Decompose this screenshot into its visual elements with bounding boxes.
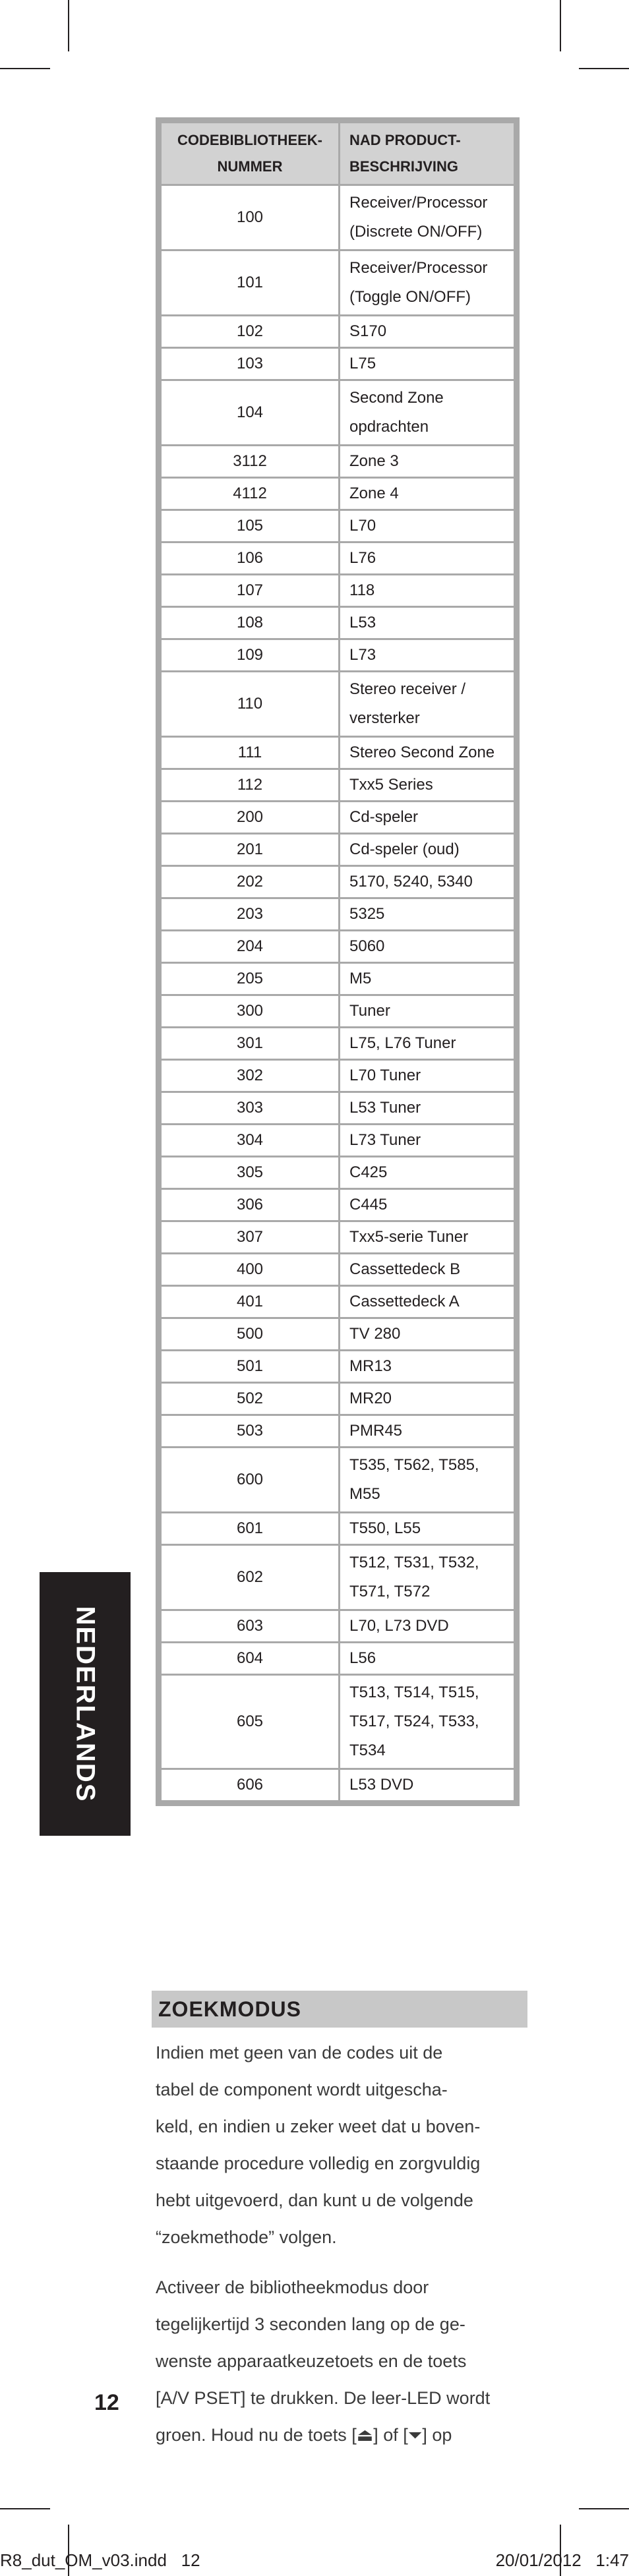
product-description-line: Stereo Second Zone <box>349 744 495 761</box>
table-row <box>159 478 517 510</box>
code-library-table <box>156 117 520 1806</box>
product-description-line: Cassettedeck A <box>349 1293 460 1310</box>
product-description-cell <box>340 737 517 769</box>
product-description-line: L75, L76 Tuner <box>349 1034 456 1052</box>
code-library-number-cell: 304 <box>159 1125 340 1157</box>
product-description-cell <box>340 931 517 963</box>
product-description-cell <box>340 607 517 639</box>
product-description-line: 5170, 5240, 5340 <box>349 873 473 891</box>
table-row <box>159 802 517 834</box>
code-library-number-cell: 306 <box>159 1189 340 1221</box>
product-description-cell <box>340 1610 517 1643</box>
product-description-line: Stereo receiver / <box>349 680 466 698</box>
paragraph-line: Activeer de bibliotheekmodus door <box>156 2277 429 2297</box>
table-row <box>159 639 517 672</box>
crop-mark-top-left <box>68 0 69 51</box>
product-description-cell <box>340 1675 517 1769</box>
code-library-number-cell: 104 <box>159 380 340 446</box>
table-row <box>159 607 517 639</box>
product-description-line: Tuner <box>349 1002 390 1020</box>
product-description-line: S170 <box>349 322 387 340</box>
product-description-cell <box>340 446 517 478</box>
table-header-row <box>159 121 517 185</box>
product-description-line: L76 <box>349 549 376 567</box>
product-description-line: TV 280 <box>349 1325 401 1343</box>
paragraph-line: tegelijkertijd 3 seconden lang op de ge- <box>156 2314 465 2334</box>
code-library-number-cell: 400 <box>159 1254 340 1286</box>
product-description-cell <box>340 898 517 931</box>
code-library-number-cell: 111 <box>159 737 340 769</box>
code-library-number-cell: 301 <box>159 1028 340 1060</box>
product-description-cell <box>340 1448 517 1513</box>
product-description-cell <box>340 1351 517 1383</box>
code-library-number-cell: 100 <box>159 185 340 250</box>
table-row <box>159 834 517 866</box>
product-description-cell <box>340 1125 517 1157</box>
product-description-cell <box>340 1643 517 1675</box>
table-row <box>159 1610 517 1643</box>
page-number: 12 <box>94 2390 119 2415</box>
code-library-number-cell: 108 <box>159 607 340 639</box>
product-description-cell <box>340 1286 517 1318</box>
code-library-number-cell: 205 <box>159 963 340 995</box>
code-library-number-cell: 602 <box>159 1545 340 1610</box>
header-code-line2: NUMMER <box>217 158 283 175</box>
table-row <box>159 185 517 250</box>
product-description-cell <box>340 478 517 510</box>
product-description-cell <box>340 1415 517 1448</box>
product-description-line: L73 <box>349 646 376 664</box>
table-row <box>159 1286 517 1318</box>
product-description-line: Receiver/Processor <box>349 259 488 277</box>
table-row <box>159 1415 517 1448</box>
product-description-line: (Toggle ON/OFF) <box>349 288 471 306</box>
paragraph-line: groen. Houd nu de toets [⏏] of [⏷] op <box>156 2425 452 2445</box>
table-row <box>159 510 517 542</box>
table-row <box>159 672 517 737</box>
product-description-line: M5 <box>349 970 372 987</box>
product-description-cell <box>340 575 517 607</box>
paragraph-line: [A/V PSET] te drukken. De leer-LED wordt <box>156 2388 491 2408</box>
product-description-cell <box>340 1028 517 1060</box>
table-row <box>159 963 517 995</box>
language-tab <box>40 1572 131 1836</box>
product-description-cell <box>340 1318 517 1351</box>
paragraph-line: hebt uitgevoerd, dan kunt u de volgende <box>156 2190 473 2210</box>
table-row <box>159 898 517 931</box>
product-description-line: MR20 <box>349 1390 392 1407</box>
table-row <box>159 1513 517 1545</box>
product-description-line: T512, T531, T532, <box>349 1554 479 1571</box>
product-description-line: L70 <box>349 517 376 535</box>
product-description-line: L53 DVD <box>349 1776 414 1794</box>
product-description-cell <box>340 185 517 250</box>
code-library-number-cell: 102 <box>159 316 340 348</box>
header-desc-line1: NAD PRODUCT- <box>349 132 461 148</box>
product-description-line: Cd-speler <box>349 808 419 826</box>
product-description-line: Zone 4 <box>349 484 399 502</box>
code-library-number-cell: 300 <box>159 995 340 1028</box>
paragraph-line: wenste apparaatkeuzetoets en de toets <box>156 2351 467 2371</box>
paragraph-line: Indien met geen van de codes uit de <box>156 2043 443 2063</box>
product-description-line: C445 <box>349 1196 388 1214</box>
product-description-cell <box>340 1060 517 1092</box>
product-description-cell <box>340 639 517 672</box>
table-row <box>159 1092 517 1125</box>
date-slug: 20/01/2012 1:47 <box>495 2550 629 2570</box>
code-library-number-cell: 101 <box>159 250 340 316</box>
product-description-line: M55 <box>349 1485 380 1503</box>
product-description-line: L70 Tuner <box>349 1067 421 1084</box>
table-row <box>159 542 517 575</box>
product-description-cell <box>340 963 517 995</box>
product-description-line: T513, T514, T515, <box>349 1683 479 1701</box>
product-description-cell <box>340 250 517 316</box>
product-description-line: T517, T524, T533, <box>349 1712 479 1730</box>
table-body <box>159 185 517 1803</box>
product-description-line: Cassettedeck B <box>349 1260 461 1278</box>
product-description-cell <box>340 866 517 898</box>
product-description-cell <box>340 510 517 542</box>
code-library-number-cell: 204 <box>159 931 340 963</box>
header-desc-line2: BESCHRIJVING <box>349 158 459 175</box>
language-tab-label: NEDERLANDS <box>71 1606 100 1802</box>
product-description-cell <box>340 542 517 575</box>
code-library-number-cell: 107 <box>159 575 340 607</box>
product-description-line: L53 Tuner <box>349 1099 421 1117</box>
product-description-cell <box>340 995 517 1028</box>
table-row <box>159 1060 517 1092</box>
table-row <box>159 380 517 446</box>
table-row <box>159 1028 517 1060</box>
product-description-cell <box>340 1157 517 1189</box>
product-description-line: Txx5 Series <box>349 776 433 794</box>
table-row <box>159 1643 517 1675</box>
table-row <box>159 1254 517 1286</box>
table-row <box>159 446 517 478</box>
product-description-cell <box>340 380 517 446</box>
product-description-line: L73 Tuner <box>349 1131 421 1149</box>
product-description-cell <box>340 1254 517 1286</box>
crop-mark-top-left-h <box>0 68 50 69</box>
product-description-cell <box>340 1092 517 1125</box>
product-description-line: Txx5-serie Tuner <box>349 1228 469 1246</box>
code-library-number-cell: 202 <box>159 866 340 898</box>
product-description-line: 118 <box>349 581 375 599</box>
product-description-cell <box>340 834 517 866</box>
product-description-line: Second Zone <box>349 389 444 407</box>
table-row <box>159 1189 517 1221</box>
product-description-line: L75 <box>349 355 376 372</box>
table-row <box>159 1221 517 1254</box>
product-description-cell <box>340 769 517 802</box>
product-description-line: (Discrete ON/OFF) <box>349 223 483 241</box>
product-description-cell <box>340 1513 517 1545</box>
product-description-line: 5060 <box>349 937 385 955</box>
table-row <box>159 1769 517 1803</box>
paragraph-line: tabel de component wordt uitgescha- <box>156 2080 448 2099</box>
table-row <box>159 769 517 802</box>
code-library-number-cell: 302 <box>159 1060 340 1092</box>
product-description-line: T535, T562, T585, <box>349 1456 479 1474</box>
code-library-number-cell: 112 <box>159 769 340 802</box>
product-description-line: T571, T572 <box>349 1583 431 1600</box>
code-library-number-cell: 503 <box>159 1415 340 1448</box>
table-row <box>159 348 517 380</box>
code-library-number-cell: 4112 <box>159 478 340 510</box>
crop-mark-top-right-h <box>579 68 629 69</box>
table-row <box>159 737 517 769</box>
paragraph-line: “zoekmethode” volgen. <box>156 2227 337 2247</box>
table-row <box>159 1448 517 1513</box>
table-row <box>159 1125 517 1157</box>
product-description-line: MR13 <box>349 1357 392 1375</box>
code-library-number-cell: 201 <box>159 834 340 866</box>
crop-mark-bottom-right-h <box>579 2508 629 2509</box>
product-description-cell <box>340 1221 517 1254</box>
product-description-line: 5325 <box>349 905 385 923</box>
paragraph-line: keld, en indien u zeker weet dat u boven- <box>156 2117 481 2136</box>
paragraph-search-intro <box>156 2034 525 2256</box>
code-library-number-cell: 106 <box>159 542 340 575</box>
code-library-number-cell: 601 <box>159 1513 340 1545</box>
code-library-number-cell: 109 <box>159 639 340 672</box>
code-library-number-cell: 303 <box>159 1092 340 1125</box>
product-description-line: opdrachten <box>349 418 429 436</box>
product-description-cell <box>340 1545 517 1610</box>
code-library-number-cell: 606 <box>159 1769 340 1803</box>
product-description-line: L56 <box>349 1649 376 1667</box>
product-description-cell <box>340 1769 517 1803</box>
table-row <box>159 250 517 316</box>
product-description-cell <box>340 1383 517 1415</box>
table-row <box>159 316 517 348</box>
paragraph-search-instructions <box>156 2269 525 2453</box>
product-description-line: Receiver/Processor <box>349 194 488 212</box>
product-description-line: PMR45 <box>349 1422 403 1440</box>
product-description-line: Zone 3 <box>349 452 399 470</box>
table-row <box>159 1351 517 1383</box>
code-library-number-cell: 307 <box>159 1221 340 1254</box>
product-description-line: Cd-speler (oud) <box>349 840 460 858</box>
code-library-number-cell: 501 <box>159 1351 340 1383</box>
product-description-line: versterker <box>349 709 420 727</box>
code-library-number-cell: 110 <box>159 672 340 737</box>
product-description-cell <box>340 316 517 348</box>
code-library-number-cell: 603 <box>159 1610 340 1643</box>
code-library-number-cell: 502 <box>159 1383 340 1415</box>
product-description-line: T534 <box>349 1742 386 1759</box>
code-library-number-cell: 600 <box>159 1448 340 1513</box>
product-description-cell <box>340 348 517 380</box>
section-heading: ZOEKMODUS <box>152 1991 527 2028</box>
product-description-cell <box>340 672 517 737</box>
product-description-cell <box>340 1189 517 1221</box>
paragraph-line: staande procedure volledig en zorgvuldig <box>156 2153 481 2173</box>
product-description-line: C425 <box>349 1163 388 1181</box>
table-row <box>159 866 517 898</box>
product-description-line: L70, L73 DVD <box>349 1617 449 1635</box>
table-row <box>159 1545 517 1610</box>
header-code-line1: CODEBIBLIOTHEEK- <box>177 132 322 148</box>
product-description-line: T550, L55 <box>349 1519 421 1537</box>
table-row <box>159 1383 517 1415</box>
code-library-number-cell: 604 <box>159 1643 340 1675</box>
table-row <box>159 1675 517 1769</box>
table-row <box>159 575 517 607</box>
table-row <box>159 1318 517 1351</box>
table-row <box>159 995 517 1028</box>
code-library-number-cell: 203 <box>159 898 340 931</box>
code-library-number-cell: 401 <box>159 1286 340 1318</box>
code-library-number-cell: 103 <box>159 348 340 380</box>
crop-mark-bottom-left-h <box>0 2508 50 2509</box>
code-library-number-cell: 3112 <box>159 446 340 478</box>
crop-mark-top-right <box>560 0 561 51</box>
code-library-number-cell: 500 <box>159 1318 340 1351</box>
header-product-description <box>340 121 517 185</box>
table-row <box>159 931 517 963</box>
code-library-number-cell: 605 <box>159 1675 340 1769</box>
code-library-number-cell: 200 <box>159 802 340 834</box>
file-slug: R8_dut_OM_v03.indd 12 <box>0 2550 200 2570</box>
product-description-cell <box>340 802 517 834</box>
table-row <box>159 1157 517 1189</box>
product-description-line: L53 <box>349 614 376 631</box>
code-library-number-cell: 305 <box>159 1157 340 1189</box>
header-code-library-number <box>159 121 340 185</box>
code-library-number-cell: 105 <box>159 510 340 542</box>
